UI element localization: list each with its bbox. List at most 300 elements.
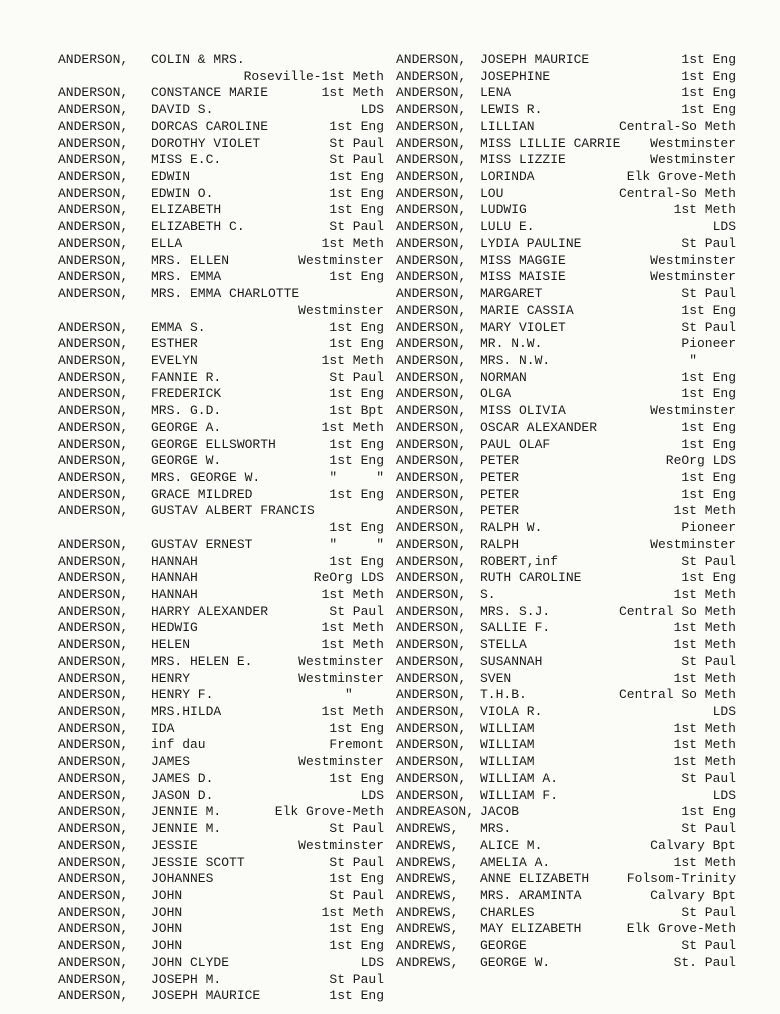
church-name: 1st Meth	[321, 904, 384, 920]
church-name: LDS	[712, 704, 736, 720]
surname: ANDERSON,	[58, 770, 129, 786]
church-name: 1st Eng	[329, 202, 384, 218]
church-name: LDS	[360, 787, 384, 803]
church-name: " "	[329, 536, 384, 552]
entry-row	[396, 136, 736, 153]
given-name: JOHN	[151, 904, 183, 920]
entry-row	[396, 420, 736, 437]
entry-row	[58, 620, 384, 637]
church-name: 1st Eng	[681, 419, 736, 435]
church-name: 1st Eng	[681, 52, 736, 67]
given-name: JOSEPHINE	[480, 68, 551, 84]
church-name: 1st Meth	[321, 587, 384, 602]
given-name: JENNIE M.	[151, 821, 222, 837]
given-name: FREDERICK	[151, 386, 222, 402]
given-name: HANNAH	[151, 587, 198, 602]
surname: ANDERSON,	[396, 252, 467, 268]
entry-row	[396, 320, 736, 337]
given-name: PETER	[480, 469, 520, 485]
given-name: JOSEPH M.	[151, 971, 222, 987]
given-name: MISS LILLIE CARRIE	[480, 135, 621, 151]
surname: ANDERSON,	[396, 536, 467, 552]
given-name: GRACE MILDRED	[151, 486, 253, 502]
given-name: MRS.HILDA	[151, 704, 222, 720]
surname: ANDERSON,	[58, 453, 129, 469]
church-name: St Paul	[681, 904, 736, 920]
church-name: 1st Eng	[329, 520, 384, 536]
given-name: EDWIN	[151, 169, 191, 185]
given-name: FANNIE R.	[151, 369, 222, 385]
given-name: MISS MAGGIE	[480, 252, 566, 268]
entry-row	[58, 604, 384, 621]
surname: ANDERSON,	[396, 503, 467, 519]
surname: ANDERSON,	[396, 85, 467, 101]
given-name: MISS E.C.	[151, 152, 222, 168]
given-name: COLIN & MRS.	[151, 52, 245, 67]
given-name: JOHN	[151, 921, 183, 937]
given-name: DOROTHY VIOLET	[151, 135, 261, 151]
given-name: LENA	[480, 85, 512, 101]
entry-row	[396, 303, 736, 320]
given-name: MRS. N.W.	[480, 352, 551, 368]
entry-row	[58, 871, 384, 888]
given-name: OLGA	[480, 386, 512, 402]
entry-row	[396, 855, 736, 872]
given-name: AMELIA A.	[480, 854, 551, 870]
surname: ANDERSON,	[58, 804, 129, 820]
surname: ANDERSON,	[58, 704, 129, 720]
entry-row	[396, 754, 736, 771]
surname: ANDERSON,	[58, 369, 129, 385]
entry-row	[58, 336, 384, 353]
entry-row	[396, 888, 736, 905]
entry-row	[396, 52, 736, 69]
entry-row	[58, 554, 384, 571]
entry-row	[396, 286, 736, 303]
church-name: 1st Meth	[673, 620, 736, 636]
surname: ANDREWS,	[396, 871, 459, 887]
given-name: VIOLA R.	[480, 704, 543, 720]
surname: ANDERSON,	[58, 653, 129, 669]
entry-row	[396, 671, 736, 688]
church-name: St Paul	[329, 854, 384, 870]
church-name: "	[689, 352, 736, 368]
given-name: MRS. S.J.	[480, 603, 551, 619]
surname: ANDERSON,	[58, 185, 129, 201]
given-name: GEORGE W.	[151, 453, 222, 469]
surname: ANDERSON,	[58, 687, 129, 703]
entry-row	[396, 386, 736, 403]
given-name: WILLIAM F.	[480, 787, 559, 803]
church-name: 1st Eng	[329, 453, 384, 469]
church-name: 1st Eng	[329, 169, 384, 185]
surname: ANDERSON,	[58, 536, 129, 552]
surname: ANDERSON,	[396, 754, 467, 770]
surname: ANDERSON,	[396, 637, 467, 653]
given-name: JOHN CLYDE	[151, 954, 230, 970]
given-name: inf dau	[151, 737, 206, 753]
surname: ANDERSON,	[396, 135, 467, 151]
church-name: St Paul	[681, 553, 736, 569]
surname: ANDERSON,	[58, 152, 129, 168]
church-name: St Paul	[329, 821, 384, 837]
given-name: ELIZABETH	[151, 202, 222, 218]
church-name: Westminster	[650, 152, 736, 168]
church-name: St Paul	[681, 938, 736, 954]
entry-row	[58, 152, 384, 169]
surname: ANDERSON,	[58, 52, 129, 67]
given-name: HENRY	[151, 670, 191, 686]
surname: ANDERSON,	[396, 185, 467, 201]
surname: ANDERSON,	[396, 118, 467, 134]
surname: ANDERSON,	[396, 202, 467, 218]
church-name: Fremont	[329, 737, 384, 753]
given-name: JOHN	[151, 887, 183, 903]
given-name: ESTHER	[151, 336, 198, 352]
church-name: 1st Eng	[329, 185, 384, 201]
church-name: Calvary Bpt	[650, 837, 736, 853]
church-name: 1st Eng	[681, 302, 736, 318]
church-name: 1st Meth	[673, 720, 736, 736]
church-name: 1st Meth	[321, 235, 384, 251]
church-name: LDS	[360, 102, 384, 118]
surname: ANDERSON,	[396, 152, 467, 168]
church-name: Westminster	[650, 536, 736, 552]
church-name: Westminster	[298, 670, 384, 686]
entry-row	[58, 420, 384, 437]
given-name: JACOB	[480, 804, 520, 820]
church-name: "	[344, 687, 384, 703]
surname: ANDREWS,	[396, 887, 459, 903]
church-name: Westminster	[650, 269, 736, 285]
church-name: Westminster	[650, 403, 736, 419]
entry-row	[58, 955, 384, 972]
church-name: 1st Meth	[321, 419, 384, 435]
given-name: HANNAH	[151, 553, 198, 569]
given-name: CHARLES	[480, 904, 535, 920]
church-name: 1st Eng	[329, 386, 384, 402]
entry-row	[396, 570, 736, 587]
surname: ANDERSON,	[396, 336, 467, 352]
given-name: MRS. ELLEN	[151, 252, 230, 268]
entry-row	[58, 988, 384, 1005]
entry-row	[396, 487, 736, 504]
entry-row	[396, 269, 736, 286]
given-name: JAMES	[151, 754, 191, 770]
entry-row	[58, 85, 384, 102]
church-name: 1st Eng	[681, 369, 736, 385]
church-name: 1st Eng	[329, 921, 384, 937]
surname: ANDERSON,	[58, 921, 129, 937]
given-name: MAY ELIZABETH	[480, 921, 582, 937]
given-name: EVELYN	[151, 352, 198, 368]
church-name: 1st Meth	[321, 352, 384, 368]
entry-row	[58, 470, 384, 487]
church-name: 1st Meth	[321, 637, 384, 653]
given-name: MISS MAISIE	[480, 269, 566, 285]
church-name: 1st Meth	[673, 670, 736, 686]
church-name: Elk Grove-Meth	[626, 169, 736, 185]
church-name: Westminster	[298, 302, 384, 318]
entry-row	[396, 520, 736, 537]
entry-row	[396, 804, 736, 821]
surname: ANDERSON,	[396, 469, 467, 485]
given-name: LUDWIG	[480, 202, 527, 218]
entry-row	[58, 821, 384, 838]
church-name: St Paul	[681, 235, 736, 251]
given-name: HARRY ALEXANDER	[151, 603, 269, 619]
entry-row	[396, 253, 736, 270]
given-name: LILLIAN	[480, 118, 535, 134]
church-name: 1st Meth	[673, 587, 736, 602]
surname: ANDERSON,	[58, 469, 129, 485]
entry-row	[396, 938, 736, 955]
entry-row	[396, 470, 736, 487]
surname: ANDERSON,	[58, 737, 129, 753]
church-name: 1st Eng	[329, 938, 384, 954]
entry-row	[396, 821, 736, 838]
church-name: St. Paul	[673, 954, 736, 970]
church-name: Elk Grove-Meth	[274, 804, 384, 820]
church-name: 1st Meth	[321, 620, 384, 636]
surname: ANDERSON,	[396, 52, 467, 67]
entry-row	[58, 654, 384, 671]
surname: ANDERSON,	[396, 486, 467, 502]
entry-row	[58, 721, 384, 738]
entry-row	[396, 69, 736, 86]
given-name: MRS. ARAMINTA	[480, 887, 582, 903]
surname: ANDERSON,	[58, 720, 129, 736]
church-name: Central So Meth	[618, 603, 736, 619]
church-name: 1st Meth	[673, 737, 736, 753]
surname: ANDERSON,	[396, 520, 467, 536]
entry-row	[58, 537, 384, 554]
surname: ANDERSON,	[58, 352, 129, 368]
entry-row	[396, 336, 736, 353]
given-name: LOU	[480, 185, 504, 201]
surname: ANDERSON,	[396, 403, 467, 419]
entry-row	[58, 320, 384, 337]
church-name: 1st Eng	[329, 336, 384, 352]
surname: ANDERSON,	[58, 637, 129, 653]
surname: ANDERSON,	[396, 453, 467, 469]
entry-row	[58, 921, 384, 938]
entry-row	[396, 353, 736, 370]
entry-row	[58, 905, 384, 922]
entry-row	[396, 554, 736, 571]
given-name: GEORGE ELLSWORTH	[151, 436, 276, 452]
church-name: 1st Eng	[329, 720, 384, 736]
given-name: MRS. GEORGE W.	[151, 469, 261, 485]
surname: ANDERSON,	[58, 319, 129, 335]
entry-row	[58, 754, 384, 771]
given-name: JENNIE M.	[151, 804, 222, 820]
surname: ANDERSON,	[396, 603, 467, 619]
church-name: 1st Meth	[673, 202, 736, 218]
entry-row	[58, 136, 384, 153]
given-name: CONSTANCE MARIE	[151, 85, 269, 101]
entry-row	[396, 871, 736, 888]
surname: ANDERSON,	[396, 737, 467, 753]
church-name: 1st Eng	[681, 486, 736, 502]
given-name: JOSEPH MAURICE	[480, 52, 590, 67]
entry-row	[396, 102, 736, 119]
entry-row	[58, 938, 384, 955]
given-name: PAUL OLAF	[480, 436, 551, 452]
given-name: LULU E.	[480, 219, 535, 235]
surname: ANDERSON,	[58, 971, 129, 987]
church-name: Pioneer	[681, 336, 736, 352]
given-name: JOSEPH MAURICE	[151, 988, 261, 1004]
entry-row	[58, 370, 384, 387]
given-name: MR. N.W.	[480, 336, 543, 352]
church-name: Westminster	[298, 754, 384, 770]
surname: ANDERSON,	[396, 235, 467, 251]
church-name: LDS	[360, 954, 384, 970]
entry-row	[58, 804, 384, 821]
entry-row	[58, 353, 384, 370]
surname: ANDERSON,	[58, 670, 129, 686]
surname: ANDERSON,	[396, 286, 467, 302]
entry-row	[58, 503, 384, 536]
church-name: 1st Eng	[681, 804, 736, 820]
entry-row	[58, 219, 384, 236]
surname: ANDERSON,	[58, 587, 129, 602]
surname: ANDERSON,	[58, 787, 129, 803]
given-name: LEWIS R.	[480, 102, 543, 118]
entry-row	[58, 487, 384, 504]
entry-row	[58, 888, 384, 905]
church-name: St Paul	[329, 135, 384, 151]
church-name: 1st Eng	[329, 436, 384, 452]
entry-row	[396, 955, 736, 972]
surname: ANDERSON,	[58, 620, 129, 636]
surname: ANDERSON,	[396, 169, 467, 185]
given-name: MRS. HELEN E.	[151, 653, 253, 669]
church-name: Roseville-1st Meth	[243, 68, 384, 84]
surname: ANDERSON,	[58, 553, 129, 569]
church-name: 1st Eng	[681, 102, 736, 118]
surname: ANDREASON,	[396, 804, 475, 820]
surname: ANDERSON,	[396, 587, 467, 602]
surname: ANDREWS,	[396, 854, 459, 870]
given-name: IDA	[151, 720, 175, 736]
entry-row	[58, 838, 384, 855]
church-name: St Paul	[681, 319, 736, 335]
surname: ANDERSON,	[58, 821, 129, 837]
entry-row	[396, 236, 736, 253]
given-name: MARIE CASSIA	[480, 302, 574, 318]
surname: ANDERSON,	[58, 286, 129, 302]
entry-row	[396, 604, 736, 621]
surname: ANDREWS,	[396, 938, 459, 954]
church-name: St Paul	[329, 603, 384, 619]
surname: ANDERSON,	[396, 352, 467, 368]
given-name: JAMES D.	[151, 770, 214, 786]
given-name: STELLA	[480, 637, 527, 653]
given-name: GUSTAV ALBERT FRANCIS	[151, 503, 315, 519]
given-name: HEDWIG	[151, 620, 198, 636]
surname: ANDERSON,	[58, 85, 129, 101]
given-name: JESSIE	[151, 837, 198, 853]
given-name: HENRY F.	[151, 687, 214, 703]
entry-row	[396, 771, 736, 788]
given-name: ELLA	[151, 235, 183, 251]
surname: ANDREWS,	[396, 837, 459, 853]
given-name: RALPH	[480, 536, 520, 552]
church-name: LDS	[712, 219, 736, 235]
church-name: St Paul	[681, 821, 736, 837]
given-name: MISS OLIVIA	[480, 403, 566, 419]
church-name: St Paul	[681, 770, 736, 786]
church-name: 1st Eng	[329, 269, 384, 285]
entry-row	[396, 403, 736, 420]
given-name: ANNE ELIZABETH	[480, 871, 590, 887]
surname: ANDERSON,	[58, 219, 129, 235]
entry-row	[396, 169, 736, 186]
church-name: 1st Eng	[329, 553, 384, 569]
given-name: NORMAN	[480, 369, 527, 385]
left-column	[58, 52, 384, 1005]
given-name: GEORGE A.	[151, 419, 222, 435]
given-name: S.	[480, 587, 496, 602]
surname: ANDERSON,	[58, 503, 129, 519]
given-name: WILLIAM	[480, 720, 535, 736]
church-name: 1st Eng	[329, 871, 384, 887]
surname: ANDERSON,	[58, 904, 129, 920]
given-name: MRS. G.D.	[151, 403, 222, 419]
church-name: 1st Eng	[329, 770, 384, 786]
given-name: GUSTAV ERNEST	[151, 536, 253, 552]
given-name: OSCAR ALEXANDER	[480, 419, 598, 435]
surname: ANDREWS,	[396, 921, 459, 937]
surname: ANDERSON,	[396, 670, 467, 686]
given-name: EDWIN O.	[151, 185, 214, 201]
surname: ANDERSON,	[58, 754, 129, 770]
church-name: Elk Grove-Meth	[626, 921, 736, 937]
surname: ANDERSON,	[58, 988, 129, 1004]
surname: ANDERSON,	[58, 118, 129, 134]
surname: ANDERSON,	[58, 235, 129, 251]
surname: ANDERSON,	[58, 938, 129, 954]
entry-row	[58, 687, 384, 704]
surname: ANDERSON,	[58, 854, 129, 870]
entry-row	[58, 202, 384, 219]
church-name: Central-So Meth	[618, 185, 736, 201]
church-name: 1st Eng	[681, 469, 736, 485]
surname: ANDREWS,	[396, 821, 459, 837]
surname: ANDERSON,	[58, 252, 129, 268]
entry-row	[396, 370, 736, 387]
given-name: HELEN	[151, 637, 191, 653]
entry-row	[58, 437, 384, 454]
given-name: MRS. EMMA CHARLOTTE	[151, 286, 300, 302]
surname: ANDERSON,	[58, 603, 129, 619]
surname: ANDERSON,	[396, 436, 467, 452]
surname: ANDERSON,	[396, 102, 467, 118]
given-name: PETER	[480, 486, 520, 502]
entry-row	[58, 788, 384, 805]
entry-row	[58, 386, 384, 403]
surname: ANDERSON,	[58, 102, 129, 118]
surname: ANDERSON,	[58, 403, 129, 419]
surname: ANDERSON,	[58, 202, 129, 218]
entry-row	[58, 253, 384, 270]
church-name: 1st Eng	[681, 436, 736, 452]
given-name: PETER	[480, 503, 520, 519]
church-name: Folsom-Trinity	[626, 871, 736, 887]
surname: ANDERSON,	[58, 269, 129, 285]
